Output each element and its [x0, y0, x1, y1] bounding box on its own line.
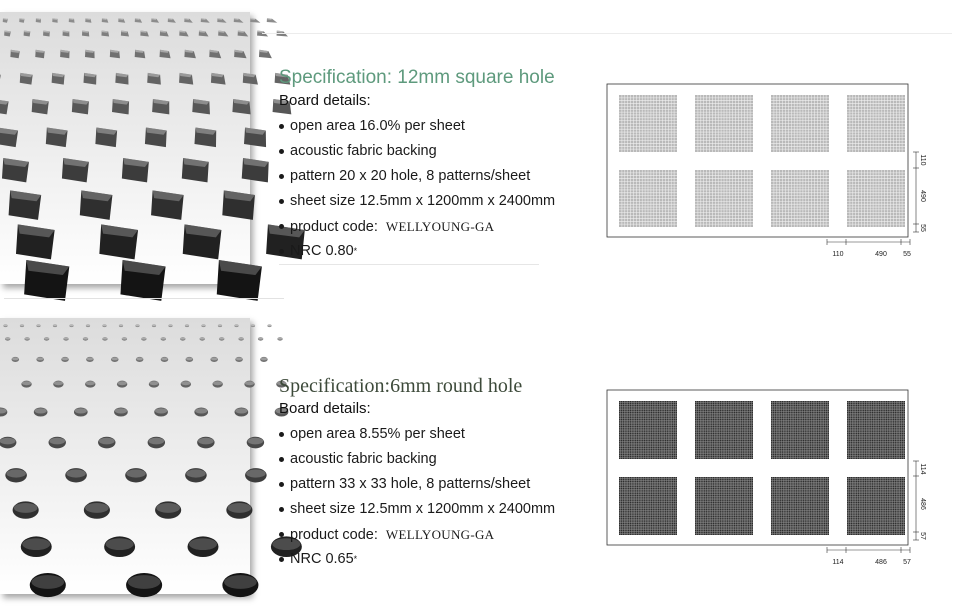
- spec-nrc: [279, 239, 555, 264]
- dim-bottom-left: 110: [832, 251, 844, 258]
- dim-bottom-left: 114: [832, 559, 844, 566]
- dim-bottom-mid: 490: [875, 251, 887, 258]
- spec-nrc: [279, 547, 555, 572]
- dim-right-mid: 486: [919, 498, 926, 510]
- sheet-layout-svg: [605, 388, 925, 578]
- spec-list: [279, 422, 555, 572]
- round-perforated-board-photo: [0, 318, 250, 594]
- dim-right-top: 110: [919, 154, 926, 166]
- round-spec-block: [279, 374, 555, 572]
- top-divider: [262, 33, 952, 34]
- spec-sheet-size: sheet size 12.5mm x 1200mm x 2400mm: [279, 189, 555, 214]
- dim-bottom-mid: 486: [875, 559, 887, 566]
- square-sheet-diagram: [605, 82, 925, 268]
- board-details-heading: Board details:: [279, 400, 371, 417]
- spec-backing: acoustic fabric backing: [279, 447, 555, 472]
- spec-open-area: open area 16.0% per sheet: [279, 114, 555, 139]
- dim-bottom-right: 57: [903, 559, 911, 566]
- round-hole-perspective-image: [0, 318, 250, 594]
- nrc-footnote-mark: *: [353, 246, 358, 256]
- round-hole-section: [0, 308, 957, 603]
- spec-pattern: pattern 33 x 33 hole, 8 patterns/sheet: [279, 472, 555, 497]
- dim-right-mid: 490: [919, 190, 926, 202]
- square-hole-section: [0, 0, 957, 295]
- spec-open-area: open area 8.55% per sheet: [279, 422, 555, 447]
- round-sheet-diagram: [605, 388, 925, 578]
- product-code-value: WELLYOUNG-GA: [385, 219, 495, 234]
- square-spec-block: [279, 66, 555, 264]
- spec-sheet-size: sheet size 12.5mm x 1200mm x 2400mm: [279, 497, 555, 522]
- sheet-layout-svg: [605, 82, 925, 268]
- spec-backing: acoustic fabric backing: [279, 139, 555, 164]
- nrc-footnote-mark: *: [353, 554, 358, 564]
- spec-title: Specification:6mm round hole: [279, 375, 523, 397]
- dim-right-top: 114: [919, 463, 926, 475]
- dim-bottom-right: 55: [903, 251, 911, 258]
- product-code-label: product code:: [290, 527, 378, 543]
- spec-underline: [279, 264, 539, 265]
- spec-list: [279, 114, 555, 264]
- square-perforated-board-photo: [0, 12, 250, 284]
- spec-pattern: pattern 20 x 20 hole, 8 patterns/sheet: [279, 164, 555, 189]
- dim-right-bottom: 55: [919, 224, 926, 232]
- product-code-label: product code:: [290, 219, 378, 235]
- nrc-label: NRC 0.65: [290, 551, 354, 567]
- spec-title: Specification: 12mm square hole: [279, 67, 555, 88]
- spec-product-code: [279, 522, 555, 547]
- nrc-label: NRC 0.80: [290, 243, 354, 259]
- section-divider: [4, 298, 284, 299]
- dim-right-bottom: 57: [919, 532, 926, 540]
- board-details-heading: Board details:: [279, 92, 371, 109]
- square-hole-perspective-image: [0, 12, 250, 284]
- product-code-value: WELLYOUNG-GA: [385, 527, 495, 542]
- spec-product-code: [279, 214, 555, 239]
